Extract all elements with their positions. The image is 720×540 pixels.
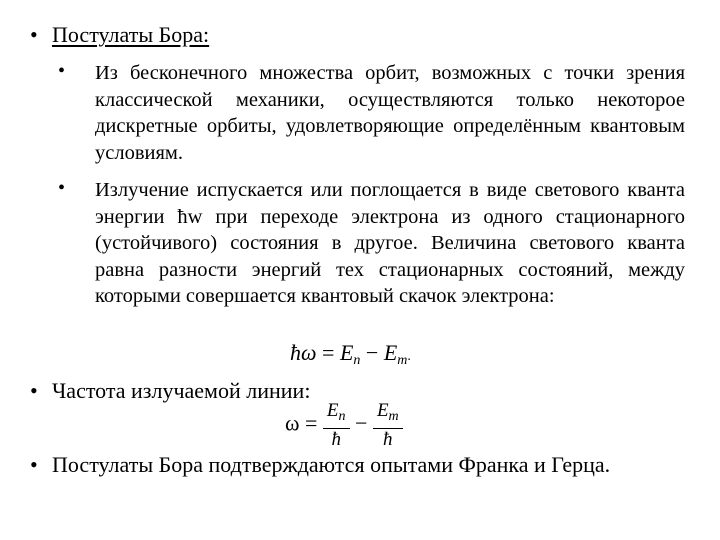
bullet: •	[30, 452, 38, 477]
bullet: •	[58, 60, 66, 82]
bullet: •	[58, 177, 66, 199]
frequency-label: Частота излучаемой линии:	[52, 378, 311, 403]
formula-energy-quantum: ħω = $E_n - E_m$.	[290, 340, 411, 368]
postulate-2-text: Излучение испускается или поглощается в виде светового кванта энергии ħw при переходе электрона из одного стационарного (устойчивого) состояния в другое. Величина светового кванта равна разности энергий тех стационарных состояний, между которыми совершается квантовый скачок электрона:	[95, 179, 685, 307]
postulate-1-text: Из бесконечного множества орбит, возможных с точки зрения классической механики, осуществляются только некоторое дискретные орбиты, удовлетворяющие определённым квантовым условиям.	[95, 62, 685, 164]
formula-frequency: ω = $\frac{E_n}{ħ}$ − $\frac{E_m}{ħ}$	[285, 400, 403, 451]
heading-postulates: Постулаты Бора:	[52, 22, 210, 47]
bullet: •	[30, 378, 38, 403]
conclusion-text: Постулаты Бора подтверждаются опытами Франка и Герца.	[52, 452, 611, 477]
bullet: •	[30, 22, 38, 47]
